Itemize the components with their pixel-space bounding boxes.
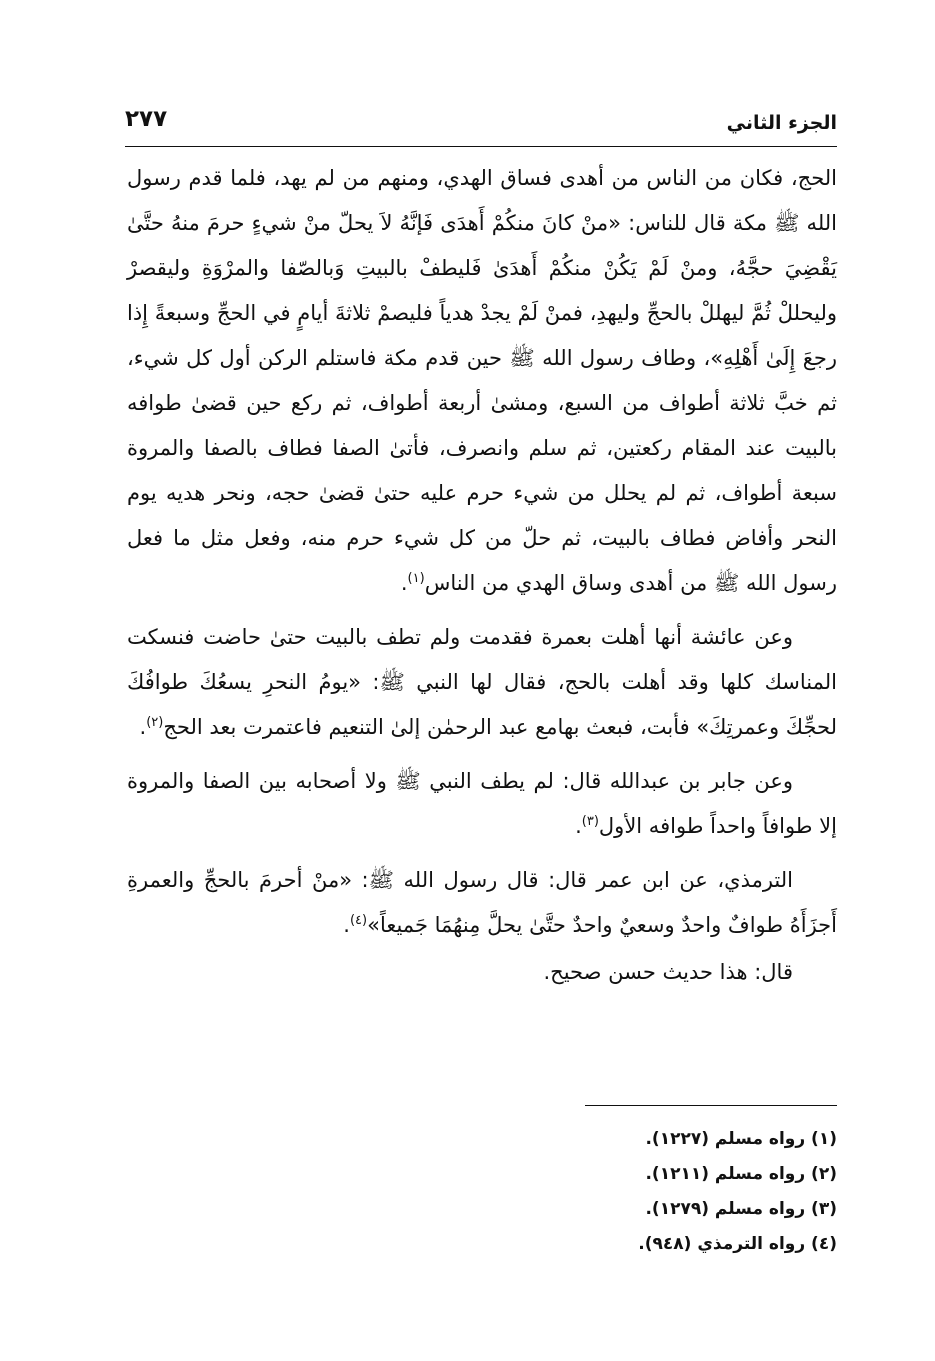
body-text: [127, 156, 837, 995]
paragraph-text: الحج، فكان من الناس من أهدى فساق الهدي، ومنهم من لم يهد، فلما قدم رسول الله ﷺ مكة قال للناس: «منْ كانَ منكُمْ أَهدَى فَإنَّهُ لاَ يحلّ منْ شيءٍ حرمَ منهُ حتَّىٰ يَقْضِيَ حجَّهُ، ومنْ لَمْ يَكُنْ منكُمْ أَهدَىٰ فَليطفْ بالبيتِ وَبالصّفا والمرْوَةِ وليقصرْ وليحللْ ثُمَّ ليهللْ بالحجِّ وليهدِ، فمنْ لَمْ يجدْ هدياً فليصمْ ثلاثةَ أيامٍ في الحجِّ وسبعةً إِذا رجعَ إِلَىٰ أَهْلِهِ»، وطاف رسول الله ﷺ حين قدم مكة فاستلم الركن أول كل شيء، ثم خبَّ ثلاثة أطواف من السبع، ومشىٰ أربعة أطواف، ثم ركع حين قضىٰ طوافه بالبيت عند المقام ركعتين، ثم سلم وانصرف، فأتىٰ الصفا فطاف بالصفا والمروة سبعة أطواف، ثم لم يحلل من شيء حرم عليه حتىٰ قضىٰ حجه، ونحر هديه يوم النحر وأفاض فطاف بالبيت، ثم حلّ من كل شيء حرم منه، وفعل مثل ما فعل رسول الله ﷺ من أهدى وساق الهدي من الناس: [127, 166, 837, 595]
running-head: الجزء الثاني: [726, 112, 837, 134]
paragraph-end: .: [343, 913, 350, 937]
footnote-item: (٢) رواه مسلم (١٢١١).: [645, 1164, 837, 1184]
footnote-item: (١) رواه مسلم (١٢٢٧).: [645, 1129, 837, 1149]
paragraph-end: .: [575, 814, 582, 838]
paragraph-text: الترمذي، عن ابن عمر قال: قال رسول الله ﷺ: «منْ أحرمَ بالحجِّ والعمرةِ أَجزَأَهُ طوافٌ واحدٌ وسعيٌ واحدٌ حتَّىٰ يحلَّ مِنهُمَا جَميعاً»: [127, 868, 837, 937]
paragraph-text: وعن عائشة أنها أهلت بعمرة فقدمت ولم تطف بالبيت حتىٰ حاضت فنسكت المناسك كلها وقد أهلت بالحج، فقال لها النبي ﷺ: «يومُ النحرِ يسعُكَ طوافُكَ لحجِّكَ وعمرتِكَ» فأبت، فبعث بهامع عبد الرحمٰن إلىٰ التنعيم فاعتمرت بعد الحج: [127, 625, 837, 739]
page-header: [125, 100, 837, 144]
paragraph-hajj-narration: [127, 156, 837, 606]
footnote-item: (٣) رواه مسلم (١٢٧٩).: [645, 1199, 837, 1219]
footnote-ref: (٤): [349, 913, 368, 928]
footnote-ref: (٣): [581, 814, 599, 829]
footnote-item: (٤) رواه الترمذي (٩٤٨).: [638, 1234, 837, 1254]
header-rule: [125, 146, 837, 147]
paragraph-end: .: [139, 715, 147, 739]
page-number: ٢٧٧: [125, 106, 168, 132]
footnote-rule: [585, 1105, 837, 1106]
paragraph-aisha: [127, 615, 837, 750]
paragraph-tirmidhi: [127, 858, 837, 948]
footnotes: [400, 1122, 837, 1262]
footnote-ref: (١): [407, 571, 425, 586]
paragraph-grading: [127, 950, 837, 995]
paragraph-end: .: [400, 571, 408, 595]
footnote-ref: (٢): [146, 715, 164, 730]
paragraph-text: قال: هذا حديث حسن صحيح.: [543, 960, 793, 984]
paragraph-text: وعن جابر بن عبدالله قال: لم يطف النبي ﷺ ولا أصحابه بين الصفا والمروة إلا طوافاً واحداً طوافه الأول: [127, 769, 837, 838]
paragraph-jabir: [127, 759, 837, 849]
